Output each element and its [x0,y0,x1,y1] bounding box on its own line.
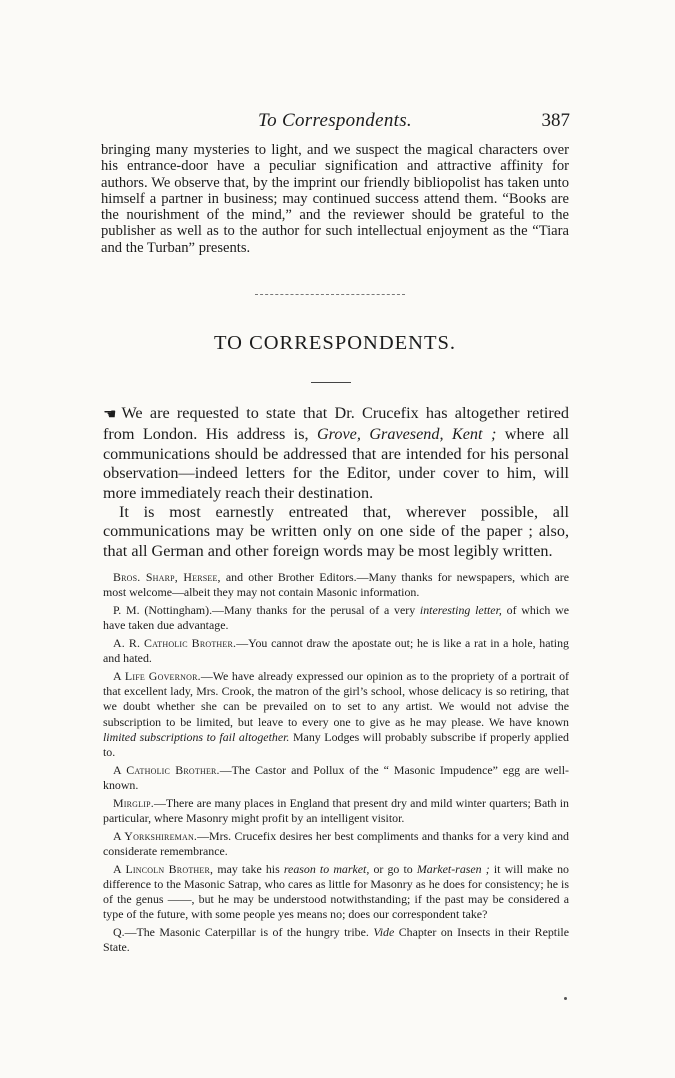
reply-item [103,796,569,826]
page-number: 387 [541,110,570,131]
reply-text: —There are many places in England that present dry and mild winter quarters; Bath in particular, where Masonry might profit by an intelligent visitor. [103,795,569,826]
correspondent-replies [103,570,569,958]
reply-emphasis: limited subscriptions to fail altogether. [103,729,290,744]
reply-text: or go to [369,861,417,876]
reply-text: —The Castor and Pollux of the “ Masonic Impudence” egg are well-known. [103,762,569,793]
reply-emphasis: Vide [373,925,395,940]
reply-text: —Mrs. Crucefix desires her best compliments and thanks for a very kind and considerate remembrance. [103,828,569,859]
reply-addressee: P. M. [113,603,140,617]
reply-text: Chapter on Insects in their Reptile State. [103,925,569,955]
reply-text: (Nottingham).—Many thanks for the perusal of a very [139,603,420,617]
reply-emphasis: Market-rasen ; [416,861,490,876]
reply-item [103,603,569,633]
reply-addressee: Bros. Sharp, Hersee, [113,570,221,584]
reply-item [103,925,569,955]
reply-addressee: A Lincoln Brother, [113,861,214,876]
pointing-hand-icon: ☛ [103,407,117,423]
reply-addressee: Mirglip. [113,795,154,810]
notice-paragraph-2: It is most earnestly entreated that, wherever possible, all communications may be written only on one side of the paper ; also, that all German and other foreign words may be most legibly written. [103,503,569,560]
reply-text: may take his [213,861,284,876]
page-speck [564,997,567,1000]
reply-item [103,570,569,600]
reply-addressee: A. R. Catholic Brother. [113,636,237,650]
reply-item [103,829,569,859]
notice-paragraph-1 [103,404,569,503]
continued-text: bringing many mysteries to light, and we suspect the magical characters over his entrance-door have a peculiar signification and attractive affinity for authors. We observe that, by the imprint our friendly bibliopolist has taken unto himself a partner in business; may continued success attend them. “Books are the nourishment of the mind,” and the reviewer should be grateful to the publisher as well as to the author for such intellectual enjoyment as the “Tiara and the Turban” presents. [101,142,569,256]
reply-item [103,636,569,666]
reply-text: —The Masonic Caterpillar is of the hungry tribe. [124,925,374,940]
reply-addressee: Q. [113,925,125,940]
notice-p1-a: We are requested to state that Dr. Crucefix has altogether retired from London. His address is, [103,404,569,444]
section-heading: TO CORRESPONDENTS. [213,332,457,354]
reply-emphasis: reason to market, [283,861,370,876]
reply-text: of which we have taken due advantage. [103,603,569,633]
notice-address: Grove, Gravesend, Kent ; [316,425,497,444]
running-head [100,110,570,134]
section-divider-rule [255,294,405,295]
continued-paragraph [101,142,569,256]
reply-text: it will make no difference to the Masonic Satrap, who cares as little for Masonry as he does for consistency; he is of the genus ——, but he may be understood notwithstanding; if the past may be considered a type of the future, with some people yes means no; does our correspondent take? [103,861,569,922]
reply-text: —We have already expressed our opinion as to the propriety of a portrait of that excellent lady, Mrs. Crook, the matron of the girl’s school, whose delicacy is so retiring, that we doubt whether she can be prevailed on to set to any artist. We would not advise the subscription to be limited, but leave to every one to give as he may please. We have known [103,669,569,729]
reply-text: Many Lodges will probably subscribe if properly applied to. [103,729,569,760]
reply-emphasis: interesting letter, [419,603,502,617]
running-title: To Correspondents. [258,110,412,131]
heading-underline-rule [311,382,351,383]
reply-addressee: A Catholic Brother. [113,762,220,777]
reply-addressee: A Yorkshireman. [113,828,198,843]
editorial-notice [103,404,569,561]
reply-addressee: A Life Governor. [113,669,201,683]
reply-item [103,763,569,793]
reply-text: and other Brother Editors.—Many thanks for newspapers, which are most welcome—albeit they may not contain Masonic information. [103,570,570,600]
notice-p1-b: where all communications should be addressed that are intended for his personal observation—indeed letters for the Editor, under cover to him, will more immediately reach their destination. [103,425,569,502]
reply-text: —You cannot draw the apostate out; he is like a rat in a hole, hating and hated. [103,636,569,666]
reply-item [103,669,569,760]
reply-item [103,862,569,923]
